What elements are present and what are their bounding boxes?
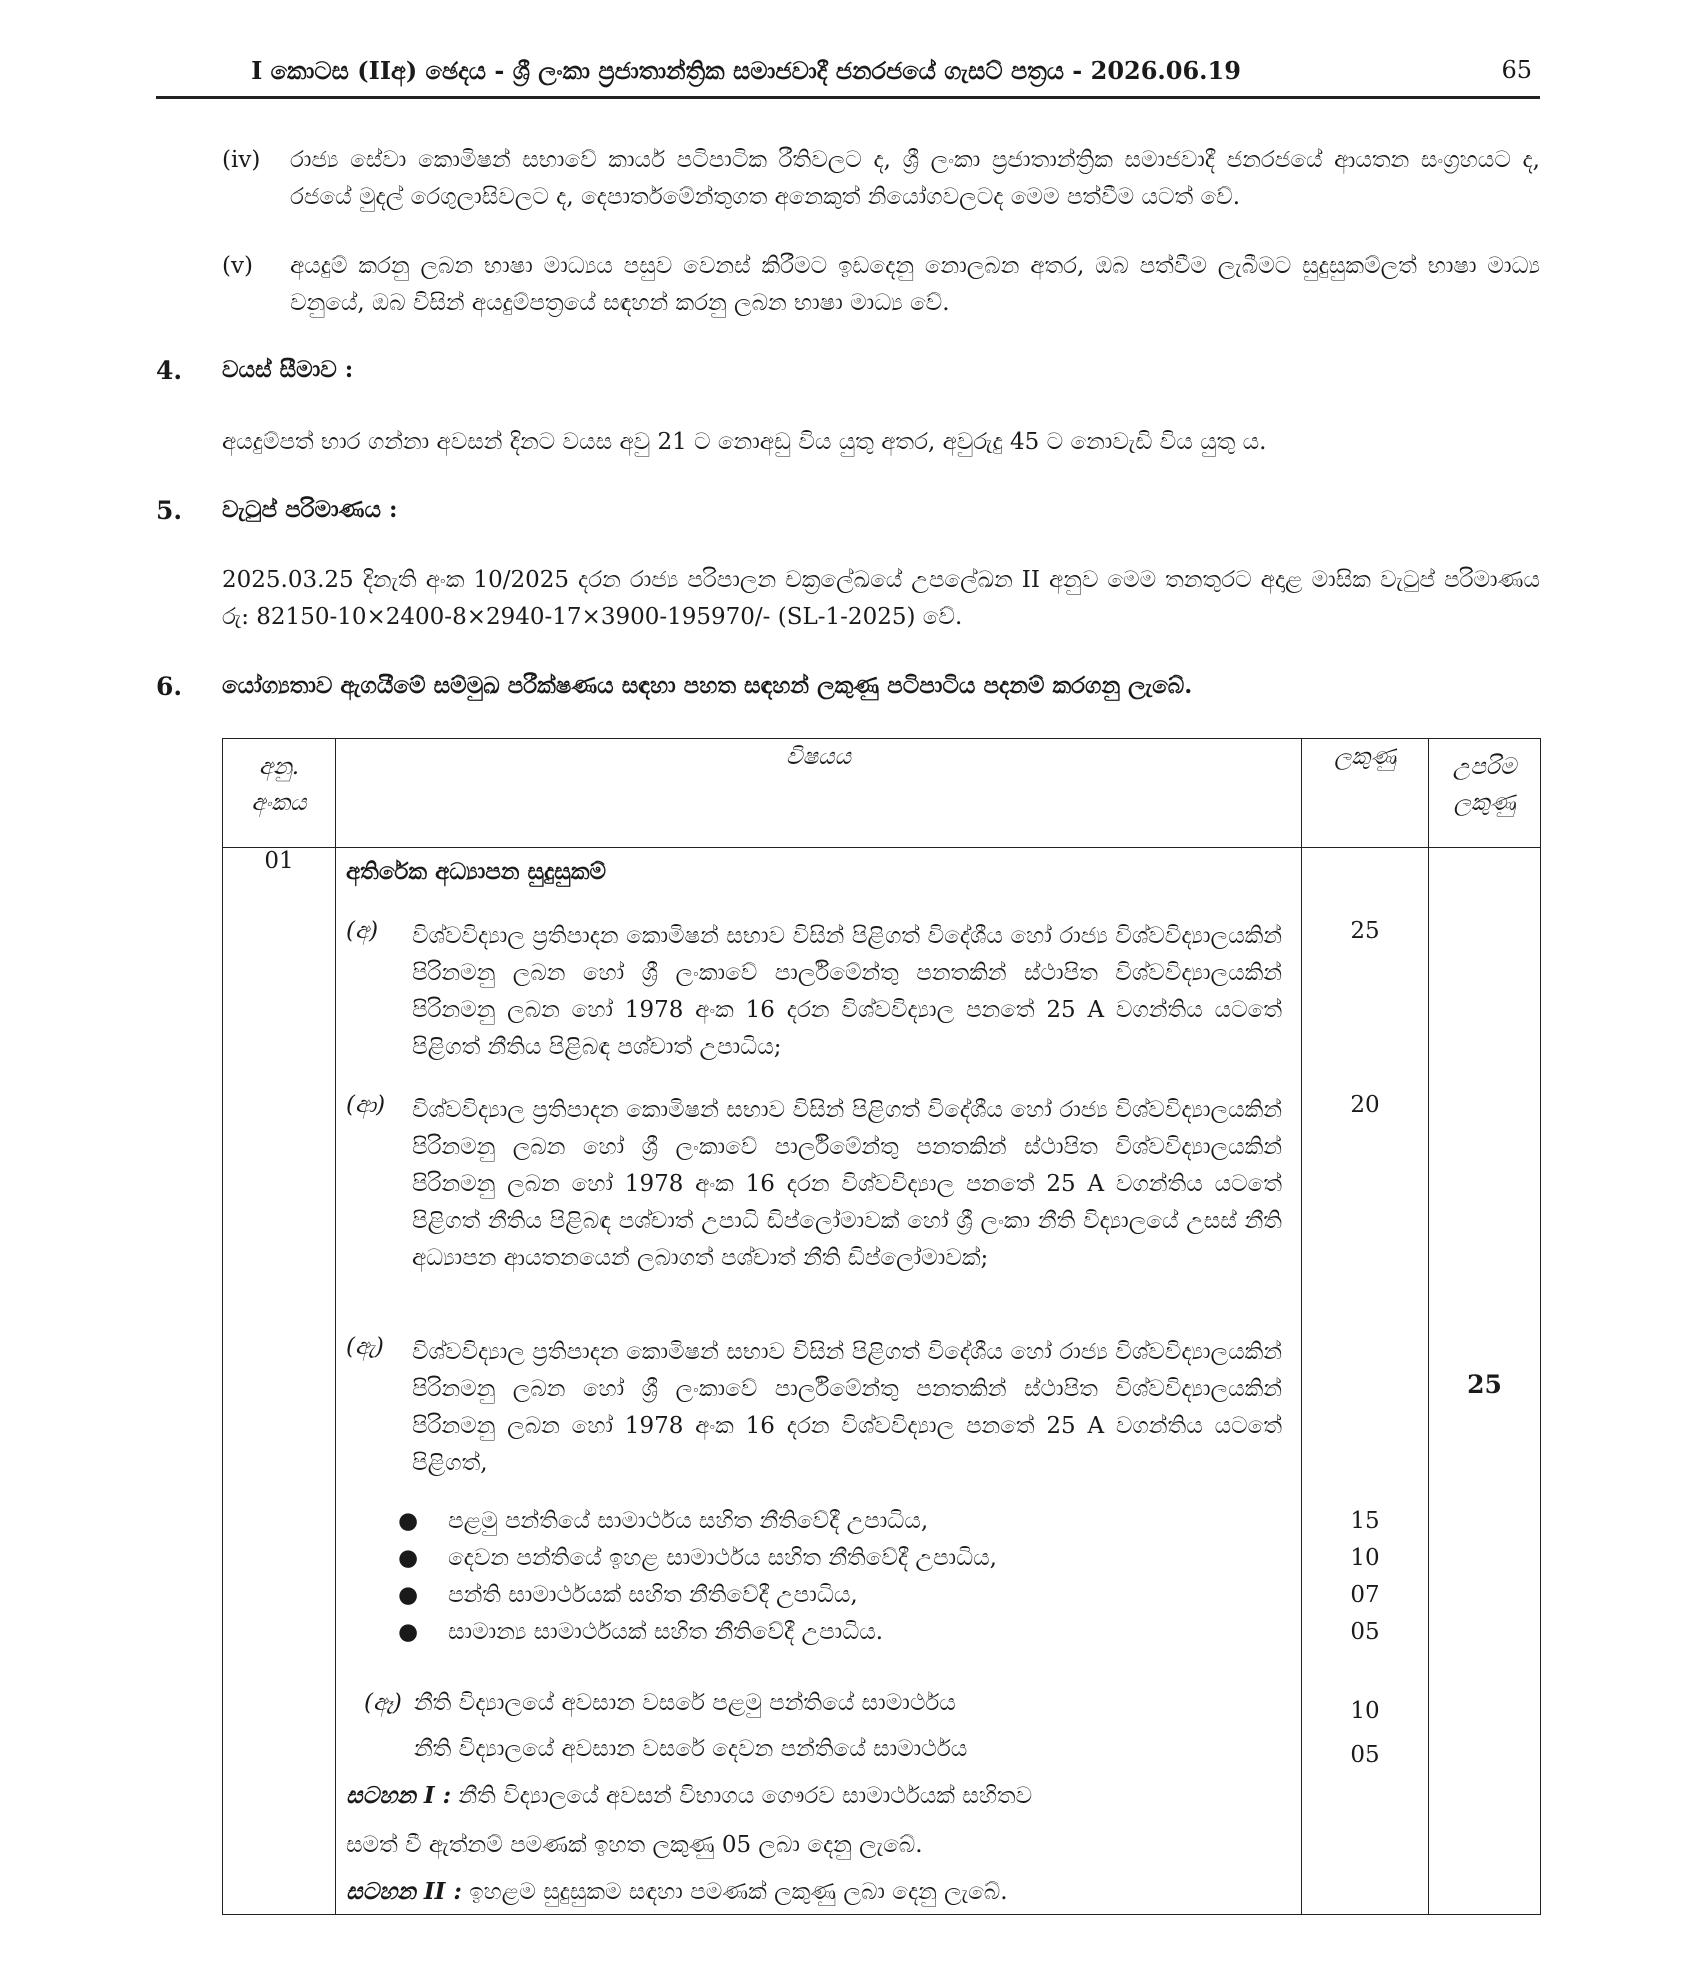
bullet-text: සාමාන්‍ය සාමාර්ථයක් සහිත නීතිවේදී උපාධිය. [448,1619,884,1645]
bullet-text: පළමු පන්තියේ සාමාර්ථය සහිත නීතිවේදී උපාධිය, [448,1508,929,1534]
page-number: 65 [1501,56,1532,84]
header-subject-label: විෂයය [785,744,852,770]
sub-ae2-marker: (ඈ) [364,1690,402,1716]
section-4-title: වයස් සීමාව : [222,356,354,383]
sub-aa-marker: (ආ) [346,1092,386,1118]
note-1-text-cont: සමත් වී ඇත්නම් පමණක් ඉහත ලකුණු 05 ලබා දෙනු ලැබේ. [346,1832,923,1858]
marks-table [222,738,1541,1915]
bullet-text: පන්ති සාමාර්ථයක් සහිත නීතිවේදී උපාධිය, [448,1582,858,1608]
header-max-line2: ලකුණු [1453,790,1516,816]
table-row [223,848,1541,1915]
row-heading: අතිරේක අධ්‍යාපන සුදුසුකම් [346,858,607,885]
header-marks-label: ලකුණු [1333,744,1397,770]
row-marks-cell [1302,848,1429,1915]
note-2-text: ඉහළම සුදුසුකම සඳහා පමණක් ලකුණු ලබා දෙනු ලැබේ. [469,1879,1008,1905]
marks-bullet-1: 15 [1350,1508,1380,1534]
marks-aa: 20 [1350,1092,1380,1118]
bullet-dot-icon: ● [398,1582,419,1608]
bullet-dot-icon: ● [398,1545,419,1571]
section-4-number: 4. [156,356,183,385]
note-1 [346,1782,1032,1809]
note-2-label: සටහන II : [346,1878,462,1905]
marks-bullet-2: 10 [1350,1545,1380,1571]
item-v-text: අයදුම් කරනු ලබන භාෂා මාධ්‍යය පසුව වෙනස් කිරීමට ඉඩදෙනු නොලබන අතර, ඔබ පත්වීම ලැබීමට සුදුසුකම්ලත් භාෂා මාධ්‍ය වනුයේ, ඔබ විසින් අයදුම්පත්‍රයේ සඳහන් කරනු ලබන භාෂා මාධ්‍ය වේ. [290,253,1540,316]
header-marks [1302,739,1429,848]
sub-aa-text: විශ්වවිද්‍යාල ප්‍රතිපාදන කොමිෂන් සභාව විසින් පිළිගත් විදේශීය හෝ රාජ්‍ය විශ්වවිද්‍යාලයකින් පිරිනමනු ලබන හෝ ශ්‍රී ලංකාවේ පාර්ලිමේන්තු පනතකින් ස්ථාපිත විශ්වවිද්‍යාලයකින් පිරිනමනු ලබන හෝ 1978 අංක 16 දරන විශ්වවිද්‍යාල පනතේ 25 A වගන්තිය යටතේ පිළිගත් නීතිය පිළිබඳ පශ්චාත් උපාධි ඩිප්ලෝමාවක් හෝ ශ්‍රී ලංකා නීති විද්‍යාලයේ උසස් නීති අධ්‍යාපන ආයතනයෙන් ලබාගත් පශ්චාත් නීති ඩිප්ලෝමාවක්; [412,1097,1282,1271]
bullet-text: දෙවන පන්තියේ ඉහළ සාමාර්ථය සහිත නීතිවේදී උපාධිය, [448,1545,997,1571]
page-header [156,56,1540,99]
header-serial [223,739,336,848]
table-header-row [223,739,1541,848]
note-1-text: නීති විද්‍යාලයේ අවසන් විභාගය ගෞරව සාමාර්ථයක් සහිතව [458,1783,1033,1809]
note-2 [346,1878,1008,1905]
section-5-number: 5. [156,496,183,525]
header-subject [336,739,1302,848]
marks-bullet-4: 05 [1350,1619,1380,1645]
note-1-label: සටහන I : [346,1782,452,1809]
sub-a-marker: (අ) [346,918,379,944]
row-max-marks-cell [1429,848,1541,1915]
marks-bullet-3: 07 [1350,1582,1380,1608]
header-max-line1: උපරිම [1452,754,1517,780]
marks-ae2-1: 10 [1350,1698,1380,1724]
sub-a-text: විශ්වවිද්‍යාල ප්‍රතිපාදන කොමිෂන් සභාව විසින් පිළිගත් විදේශීය හෝ රාජ්‍ය විශ්වවිද්‍යාලයකින් පිරිනමනු ලබන හෝ ශ්‍රී ලංකාවේ පාර්ලිමේන්තු පනතකින් ස්ථාපිත විශ්වවිද්‍යාලයකින් පිරිනමනු ලබන හෝ 1978 අංක 16 දරන විශ්වවිද්‍යාල පනතේ 25 A වගන්තිය යටතේ පිළිගත් නීතිය පිළිබඳ පශ්චාත් උපාධිය; [412,923,1282,1060]
header-serial-line1: අනු. [258,754,300,780]
section-6-number: 6. [156,672,183,701]
sub-ae-marker: (ඇ) [346,1334,384,1360]
sub-ae-text: විශ්වවිද්‍යාල ප්‍රතිපාදන කොමිෂන් සභාව විසින් පිළිගත් විදේශීය හෝ රාජ්‍ය විශ්වවිද්‍යාලයකින් පිරිනමනු ලබන හෝ ශ්‍රී ලංකාවේ පාර්ලිමේන්තු පනතකින් ස්ථාපිත විශ්වවිද්‍යාලයකින් පිරිනමනු ලබන හෝ 1978 අංක 16 දරන විශ්වවිද්‍යාල පනතේ 25 A වගන්තිය යටතේ පිළිගත්, [412,1339,1282,1476]
bullet-dot-icon: ● [398,1508,419,1534]
section-4-body: අයදුම්පත් භාර ගන්නා අවසන් දිනට වයස අවු 21 ට නොඅඩු විය යුතු අතර, අවුරුදු 45 ට නොවැඩි විය යුතු ය. [222,429,1267,455]
bullet-dot-icon: ● [398,1619,419,1645]
item-iv-text: රාජ්‍ය සේවා කොමිෂන් සභාවේ කාර්ය පටිපාටික රීතිවලට ද, ශ්‍රී ලංකා ප්‍රජාතාන්ත්‍රික සමාජවාදී ජනරජයේ ආයතන සංග්‍රහයට ද, රජයේ මුදල් රෙගුලාසිවලට ද, දෙපාර්තමේන්තුගත අනෙකුත් නියෝගවලටද මෙම පත්වීම යටත් වේ. [290,147,1540,210]
max-marks-value: 25 [1467,1370,1502,1399]
row-serial: 01 [223,848,336,1915]
sub-ae2-line1: නීති විද්‍යාලයේ අවසාන වසරේ පළමු පන්තියේ සාමාර්ථය [414,1690,956,1716]
gazette-title: I කොටස (IIඅ) ඡෙදය - ශ්‍රී ලංකා ප්‍රජාතාන්ත්‍රික සමාජවාදී ජනරජයේ ගැසට් පත්‍රය - 2026.06.19 [251,56,1241,85]
marks-a: 25 [1350,918,1380,944]
header-serial-line2: අංකය [251,790,307,816]
sub-ae2-line2: නීති විද්‍යාලයේ අවසාන වසරේ දෙවන පන්තියේ සාමාර්ථය [414,1736,968,1762]
item-v-marker: (v) [222,253,253,279]
item-iv-marker: (iv) [222,147,261,173]
row-subject-cell [336,848,1302,1915]
section-5-body: 2025.03.25 දිනැති අංක 10/2025 දරන රාජ්‍ය පරිපාලන චක්‍රලේඛයේ උපලේඛන II අනුව මෙම තනතුරට අදාළ මාසික වැටුප් පරිමාණය රු: 82150-10×2400-8×2940-17×3900-195970/- (SL-1-2025) වේ. [222,567,1540,630]
marks-ae2-2: 05 [1350,1742,1380,1768]
section-5-title: වැටුප් පරිමාණය : [222,496,398,523]
section-6-title: යෝග්‍යතාව ඇගයීමේ සම්මුඛ පරීක්ෂණය සඳහා පහත සඳහන් ලකුණු පටිපාටිය පදනම් කරගනු ලැබේ. [222,672,1193,699]
header-max-marks [1429,739,1541,848]
